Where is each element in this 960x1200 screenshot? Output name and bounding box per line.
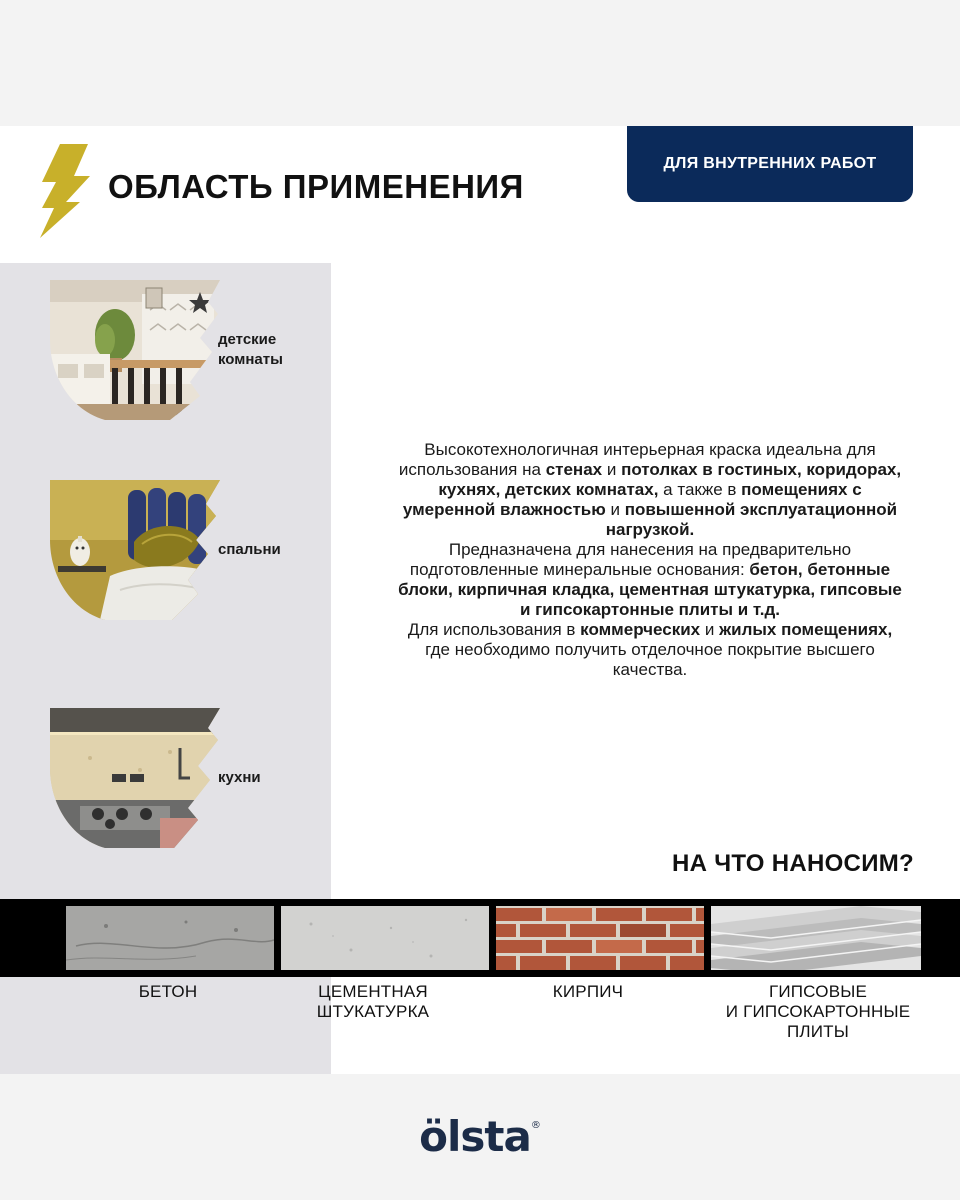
product-description xyxy=(395,440,905,680)
description-paragraph-usage: Высокотехнологичная интерьерная краска идеальна для использования на стенах и потолках в гостиных, коридорах, кухнях, детских комнатах, а также в помещениях с умеренной влажностью и повышенной эксплуатационной нагрузкой. xyxy=(398,440,902,539)
description-paragraph-substrates: Предназначена для нанесения на предварительно подготовленные минеральные основания: бетон, бетонные блоки, кирпичная кладка, цементная штукатурка, гипсовые и гипсокартонные плиты и т.д. xyxy=(398,540,902,619)
room-item-kids xyxy=(50,280,330,420)
room-item-bedroom xyxy=(50,480,330,620)
bedroom-photo xyxy=(50,480,220,620)
material-label-brick: КИРПИЧ xyxy=(552,982,624,1001)
kitchen-photo xyxy=(50,708,220,848)
olsta-logo xyxy=(0,1112,960,1161)
room-label-kitchen: кухни xyxy=(218,769,261,786)
kids-room-photo xyxy=(50,280,220,420)
room-label-kids: детские комнаты xyxy=(218,331,283,368)
material-label-gypsum-board: ГИПСОВЫЕ И ГИПСОКАРТОННЫЕ ПЛИТЫ xyxy=(725,982,911,1041)
brand-name: ölsta xyxy=(419,1112,531,1161)
material-label-concrete: БЕТОН xyxy=(138,982,198,1001)
top-margin xyxy=(0,0,960,126)
brick-swatch xyxy=(496,906,704,970)
lightning-icon xyxy=(36,142,92,240)
page-title: ОБЛАСТЬ ПРИМЕНЕНИЯ xyxy=(108,168,524,205)
gypsum-board-swatch xyxy=(711,906,921,970)
room-item-kitchen xyxy=(50,708,330,848)
room-label-bedroom: спальни xyxy=(218,541,281,558)
cement-plaster-swatch xyxy=(281,906,489,970)
concrete-swatch xyxy=(66,906,274,970)
surfaces-heading: НА ЧТО НАНОСИМ? xyxy=(672,850,914,877)
material-label-cement-plaster: ЦЕМЕНТНАЯ ШТУКАТУРКА xyxy=(316,982,430,1021)
registered-mark: ® xyxy=(530,1120,541,1131)
description-paragraph-commercial: Для использования в коммерческих и жилых помещениях, где необходимо получить отделочное покрытие высшего качества. xyxy=(407,620,893,679)
interior-use-badge: ДЛЯ ВНУТРЕННИХ РАБОТ xyxy=(627,126,913,202)
